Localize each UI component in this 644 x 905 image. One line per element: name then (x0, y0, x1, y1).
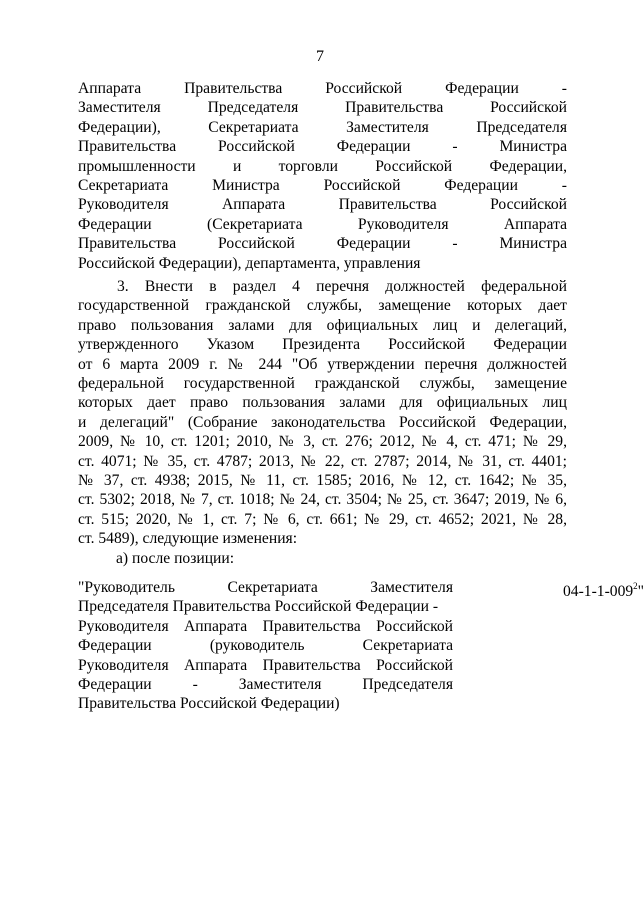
text-line: Руководителя Аппарата Правительства Российской (78, 617, 453, 635)
text-line: право пользования залами для официальных лиц и делегаций, (78, 316, 567, 334)
text-line: Руководителя Аппарата Правительства Российской (78, 656, 453, 674)
text-line: Руководителя Аппарата Правительства Российской (78, 196, 567, 214)
position-code-suffix: " (637, 583, 644, 601)
text-line: Председателя Правительства Российской Федерации - (78, 598, 439, 616)
text-line: Секретариата Министра Российской Федерации - (78, 177, 567, 195)
text-line: федеральной государственной гражданской службы, замещение (78, 375, 567, 393)
position-code (563, 578, 644, 602)
text-line: Федерации (руководитель Секретариата (78, 637, 453, 655)
text-line: Федерации), Секретариата Заместителя Председателя (78, 118, 567, 136)
text-line: и делегаций" (Собрание законодательства Российской Федерации, (78, 413, 567, 431)
text-line: ст. 5489), следующие изменения: (78, 530, 298, 548)
position-block (78, 578, 644, 714)
text-line: ст. 4071; № 35, ст. 4787; 2013, № 22, ст. 2787; 2014, № 31, ст. 4401; (78, 452, 567, 470)
text-line: 3. Внести в раздел 4 перечня должностей федеральной (117, 278, 567, 295)
text-line: государственной гражданской службы, замещение которых дает (78, 297, 567, 315)
text-line: Аппарата Правительства Российской Федерации - (78, 80, 567, 97)
text-line: а) после позиции: (116, 549, 235, 567)
position-title (78, 578, 453, 714)
page-number: 7 (316, 48, 324, 65)
text-line: Российской Федерации), департамента, управления (78, 254, 421, 272)
text-line: промышленности и торговли Российской Федерации, (78, 157, 567, 175)
text-line: Правительства Российской Федерации - Министра (78, 138, 567, 156)
text-line: которых дает право пользования залами для официальных лиц (78, 394, 567, 412)
text-line: Заместителя Председателя Правительства Российской (78, 99, 567, 117)
text-line: Федерации - Заместителя Председателя (78, 676, 453, 694)
text-line: 2009, № 10, ст. 1201; 2010, № 3, ст. 276; 2012, № 4, ст. 471; № 29, (78, 433, 567, 451)
text-line: утвержденного Указом Президента Российской Федерации (78, 336, 567, 354)
position-code-value: 04-1-1-009 (563, 583, 634, 601)
text-line: Федерации (Секретариата Руководителя Аппарата (78, 215, 567, 233)
paragraph-continuation (78, 79, 567, 273)
text-line: ст. 5302; 2018, № 7, ст. 1018; № 24, ст. 3504; № 25, ст. 3647; 2019, № 6, (78, 491, 567, 509)
text-line: № 37, ст. 4938; 2015, № 11, ст. 1585; 2016, № 12, ст. 1642; № 35, (78, 472, 567, 490)
paragraph-item-3 (78, 277, 567, 568)
text-line: ст. 515; 2020, № 1, ст. 7; № 6, ст. 661; № 29, ст. 4652; 2021, № 28, (78, 510, 567, 528)
text-line: Правительства Российской Федерации - Министра (78, 235, 567, 253)
text-line: "Руководитель Секретариата Заместителя (78, 579, 453, 596)
text-line: от 6 марта 2009 г. № 244 "Об утверждении перечня должностей (78, 355, 567, 373)
position-code-superscript: 2 (633, 581, 638, 591)
text-line: Правительства Российской Федерации) (78, 695, 340, 713)
